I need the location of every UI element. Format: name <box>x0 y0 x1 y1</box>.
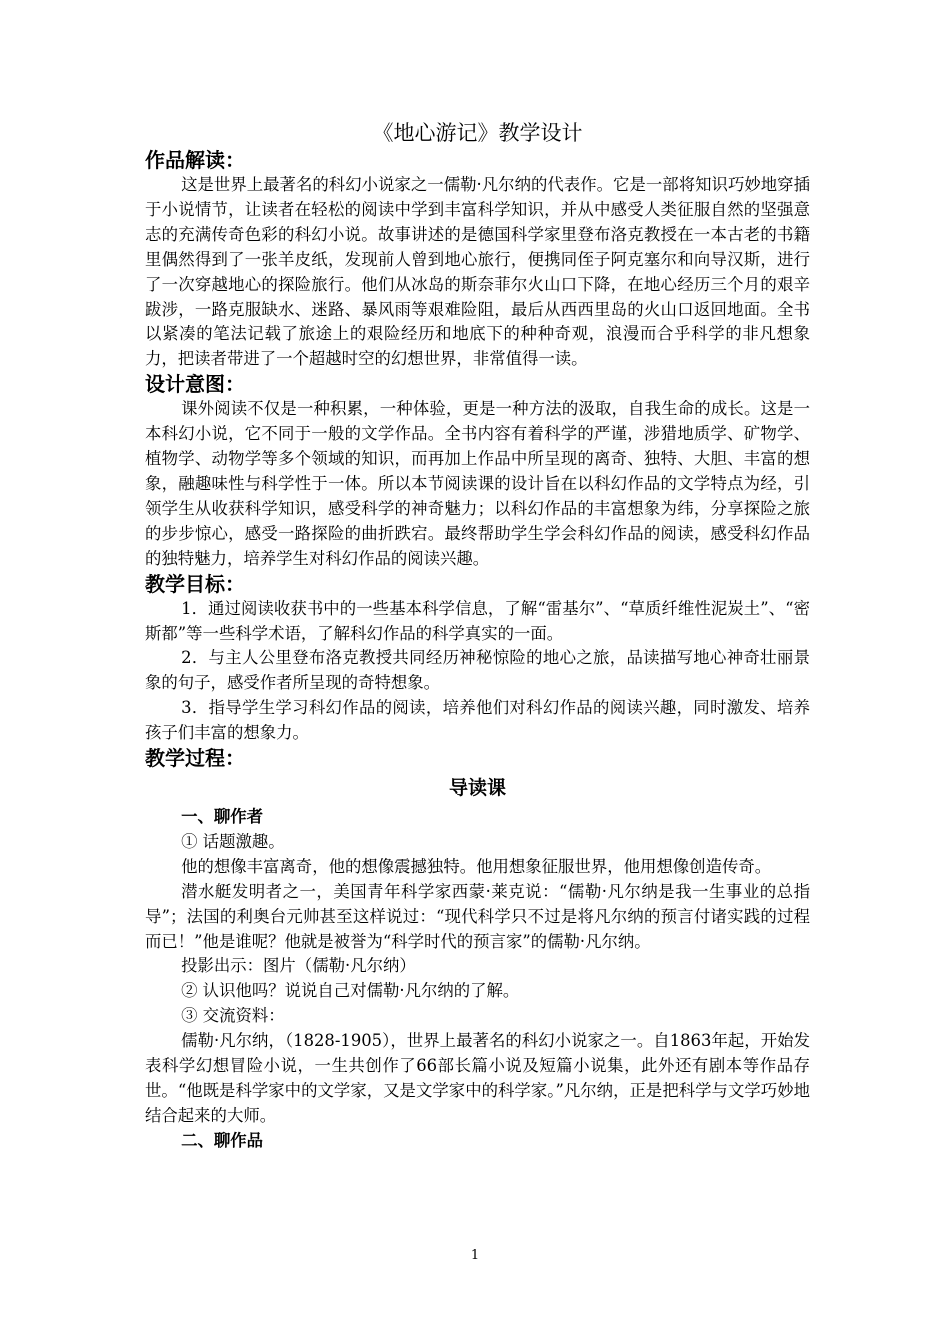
interpretation-paragraph: 这是世界上最著名的科幻小说家之一儒勒·凡尔纳的代表作。它是一部将知识巧妙地穿插于小说情节，让读者在轻松的阅读中学到丰富科学知识，并从中感受人类征服自然的坚强意志的充满传奇色彩的科幻小说。故事讲述的是德国科学家里登布洛克教授在一本古老的书籍里偶然得到了一张羊皮纸，发现前人曾到地心旅行，便携同侄子阿克塞尔和向导汉斯，进行了一次穿越地心的探险旅行。他们从冰岛的斯奈菲尔火山口下降，在地心经历三个月的艰辛跋涉，一路克服缺水、迷路、暴风雨等艰难险阻，最后从西西里岛的火山口返回地面。全书以紧凑的笔法记载了旅途上的艰险经历和地底下的种种奇观，浪漫而合乎科学的非凡想象力，把读者带进了一个超越时空的幻想世界，非常值得一读。 <box>145 175 810 369</box>
section-heading-objectives: 教学目标： <box>145 571 245 596</box>
objective-item-1: 1．通过阅读收获书中的一些基本科学信息，了解“雷基尔”、“草质纤维性泥炭土”、“密斯都”等一些科学术语，了解科幻作品的科学真实的一面。 <box>145 598 810 643</box>
section-heading-process: 教学过程： <box>145 746 245 771</box>
process-paragraph: 儒勒·凡尔纳，（1828-1905），世界上最著名的科幻小说家之一。自1863年起，开始发表科学幻想冒险小说，一生共创作了66部长篇小说及短篇小说集，此外还有剧本等作品存世。“他既是科学家中的文学家，又是文学家中的科学家。”凡尔纳，正是把科学与文学巧妙地结合起来的大师。 <box>145 1031 810 1125</box>
process-paragraph: ① 话题激趣。 <box>181 831 285 851</box>
objective-item-2: 2．与主人公里登布洛克教授共同经历神秘惊险的地心之旅，品读描写地心神奇壮丽景象的句子，感受作者所呈现的奇特想象。 <box>145 648 810 693</box>
objective-item-3: 3．指导学生学习科幻作品的阅读，培养他们对科幻作品的阅读兴趣，同时激发、培养孩子们丰富的想象力。 <box>145 698 810 743</box>
page-content <box>145 118 810 1154</box>
process-paragraph: 投影出示：图片（儒勒·凡尔纳） <box>181 956 416 976</box>
section-heading-interpretation: 作品解读： <box>145 148 245 172</box>
lesson-title: 导读课 <box>448 777 506 800</box>
section-heading-intent: 设计意图： <box>145 372 245 397</box>
process-paragraph: ③ 交流资料： <box>181 1006 285 1026</box>
page-number: 1 <box>470 1248 480 1263</box>
process-paragraph: 他的想像丰富离奇，他的想像震撼独特。他用想象征服世界，他用想像创造传奇。 <box>181 856 772 876</box>
intent-paragraph: 课外阅读不仅是一种积累，一种体验，更是一种方法的汲取，自我生命的成长。这是一本科幻小说，它不同于一般的文学作品。全书内容有着科学的严谨，涉猎地质学、矿物学、植物学、动物学等多个领域的知识，而再加上作品中所呈现的离奇、独特、大胆、丰富的想象，融趣味性与科学性于一体。所以本节阅读课的设计旨在以科幻作品的文学特点为经，引领学生从收获科学知识，感受科学的神奇魅力；以科幻作品的丰富想象为纬，分享探险之旅的步步惊心，感受一路探险的曲折跌宕。最终帮助学生学会科幻作品的阅读，感受科幻作品的独特魅力，培养学生对科幻作品的阅读兴趣。 <box>145 399 810 568</box>
part-heading-work: 二、聊作品 <box>181 1130 264 1150</box>
process-paragraph: 潜水艇发明者之一，美国青年科学家西蒙·莱克说：“儒勒·凡尔纳是我一生事业的总指导”；法国的利奥台元帅甚至这样说过：“现代科学只不过是将凡尔纳的预言付诸实践的过程而已！”他是谁呢？他就是被誉为“科学时代的预言家”的儒勒·凡尔纳。 <box>145 881 810 951</box>
part-heading-author: 一、聊作者 <box>181 807 264 827</box>
process-paragraph: ② 认识他吗？说说自己对儒勒·凡尔纳的了解。 <box>181 981 520 1001</box>
document-title: 《地心游记》教学设计 <box>372 121 583 145</box>
